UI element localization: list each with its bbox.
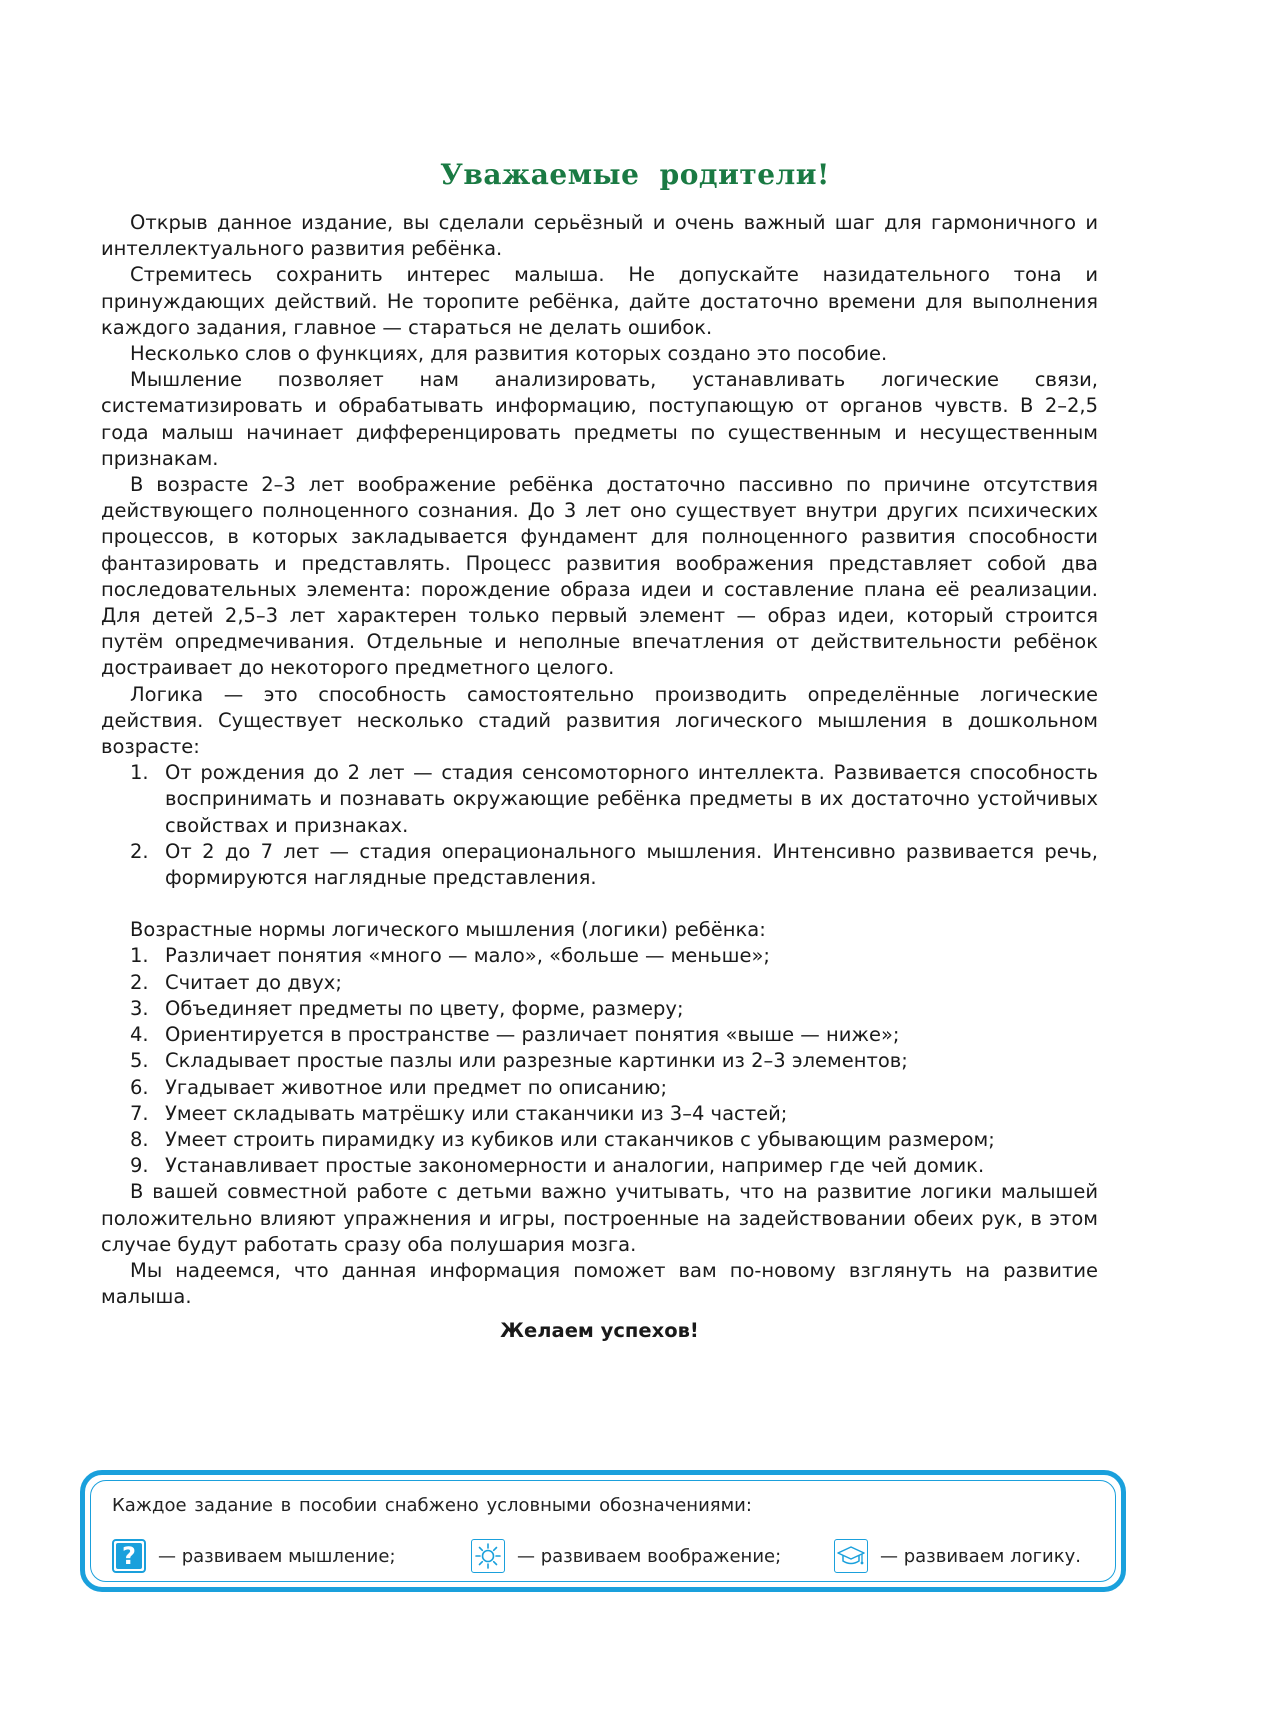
question-icon xyxy=(112,1539,146,1573)
list-text: Различает понятия «много — мало», «больше — меньше»; xyxy=(165,944,771,968)
legend-item-imagination xyxy=(471,1537,781,1575)
list-number: 2. xyxy=(130,839,149,863)
list-number: 5. xyxy=(130,1049,149,1073)
paragraph: Открыв данное издание, вы сделали серьёзный и очень важный шаг для гармоничного и интеллектуального развития ребёнка. xyxy=(101,211,1098,261)
list-item xyxy=(101,1153,1098,1179)
question-glyph: ? xyxy=(116,1543,142,1569)
legend-intro: Каждое задание в пособии снабжено условными обозначениями: xyxy=(112,1495,752,1516)
list-text: От рождения до 2 лет — стадия сенсомоторного интеллекта. Развивается способность воспринимать и познавать окружающие ребёнка предметы в их достаточно устойчивых свойствах и признаках. xyxy=(165,761,1098,837)
list-item xyxy=(101,760,1098,839)
list-number: 1. xyxy=(130,944,149,968)
stages-list xyxy=(101,760,1098,891)
letter-body xyxy=(101,210,1098,1345)
list-text: Ориентируется в пространстве — различает понятия «выше — ниже»; xyxy=(165,1023,900,1047)
list-text: Объединяет предметы по цвету, форме, размеру; xyxy=(165,996,684,1020)
closing-line: Желаем успехов! xyxy=(500,1319,699,1343)
legend-item-thinking xyxy=(112,1537,396,1575)
paragraph: Мышление позволяет нам анализировать, устанавливать логические связи, систематизировать и обрабатывать информацию, поступающую от органов чувств. В 2–2,5 года малыш начинает дифференцировать предметы по существенным и несущественным признакам. xyxy=(101,368,1098,470)
list-number: 7. xyxy=(130,1101,149,1125)
list-item xyxy=(101,970,1098,996)
cap-svg xyxy=(836,1542,866,1570)
list-item xyxy=(101,943,1098,969)
list-text: Угадывает животное или предмет по описанию; xyxy=(165,1075,668,1099)
norms-list xyxy=(101,943,1098,1179)
list-item xyxy=(101,996,1098,1022)
graduation-cap-icon xyxy=(834,1539,868,1573)
paragraph: Несколько слов о функциях, для развития которых создано это пособие. xyxy=(130,342,888,366)
page-title: Уважаемые родители! xyxy=(440,158,830,191)
paragraph: В возрасте 2–3 лет воображение ребёнка достаточно пассивно по причине отсутствия действующего полноценного сознания. До 3 лет оно существует внутри других психических процессов, в которых закладывается фундамент для полноценного развития способности фантазировать и представлять. Процесс развития воображения представляет собой два последовательных элемента: порождение образа идеи и составление плана её реализации. Для детей 2,5–3 лет характерен только первый элемент — образ идеи, который строится путём опредмечивания. Отдельные и неполные впечатления от действительности ребёнок достраивает до некоторого предметного целого. xyxy=(101,473,1098,680)
list-item xyxy=(101,1075,1098,1101)
list-text: Считает до двух; xyxy=(165,970,342,994)
paragraph: Логика — это способность самостоятельно производить определённые логические действия. Существует несколько стадий развития логического мышления в дошкольном возрасте: xyxy=(101,682,1098,759)
legend-inner-border xyxy=(90,1480,1116,1582)
legend-label: — развиваем мышление; xyxy=(158,1545,396,1567)
list-number: 3. xyxy=(130,996,149,1020)
legend-label: — развиваем логику. xyxy=(880,1545,1081,1567)
list-number: 6. xyxy=(130,1075,149,1099)
list-item xyxy=(101,1022,1098,1048)
paragraph: Мы надеемся, что данная информация поможет вам по-новому взглянуть на развитие малыша. xyxy=(101,1258,1098,1309)
list-number: 8. xyxy=(130,1127,149,1151)
list-text: От 2 до 7 лет — стадия операционального мышления. Интенсивно развивается речь, формируются наглядные представления. xyxy=(165,839,1098,890)
paragraph: В вашей совместной работе с детьми важно учитывать, что на развитие логики малышей положительно влияют упражнения и игры, построенные на задействовании обеих рук, в этом случае будут работать сразу оба полушария мозга. xyxy=(101,1180,1098,1256)
legend-label: — развиваем воображение; xyxy=(517,1545,782,1567)
norms-heading: Возрастные нормы логического мышления (логики) ребёнка: xyxy=(130,918,766,942)
list-number: 1. xyxy=(130,761,149,785)
list-item xyxy=(101,1048,1098,1074)
list-text: Устанавливает простые закономерности и аналогии, например где чей домик. xyxy=(165,1154,985,1178)
legend-item-logic xyxy=(834,1537,1081,1575)
sun-icon xyxy=(471,1539,505,1573)
list-number: 2. xyxy=(130,970,149,994)
list-text: Умеет складывать матрёшку или стаканчики из 3–4 частей; xyxy=(165,1101,788,1125)
paragraph: Стремитесь сохранить интерес малыша. Не допускайте назидательного тона и принуждающих действий. Не торопите ребёнка, дайте достаточно времени для выполнения каждого задания, главное — стараться не делать ошибок. xyxy=(101,263,1098,339)
list-item xyxy=(101,1127,1098,1153)
list-number: 4. xyxy=(130,1023,149,1047)
list-item xyxy=(101,1101,1098,1127)
sun-svg xyxy=(474,1542,502,1570)
list-text: Складывает простые пазлы или разрезные картинки из 2–3 элементов; xyxy=(165,1049,908,1073)
spacer xyxy=(101,891,1098,917)
list-text: Умеет строить пирамидку из кубиков или стаканчиков с убывающим размером; xyxy=(165,1127,995,1151)
legend-box xyxy=(80,1470,1126,1592)
list-number: 9. xyxy=(130,1154,149,1178)
list-item xyxy=(101,839,1098,891)
